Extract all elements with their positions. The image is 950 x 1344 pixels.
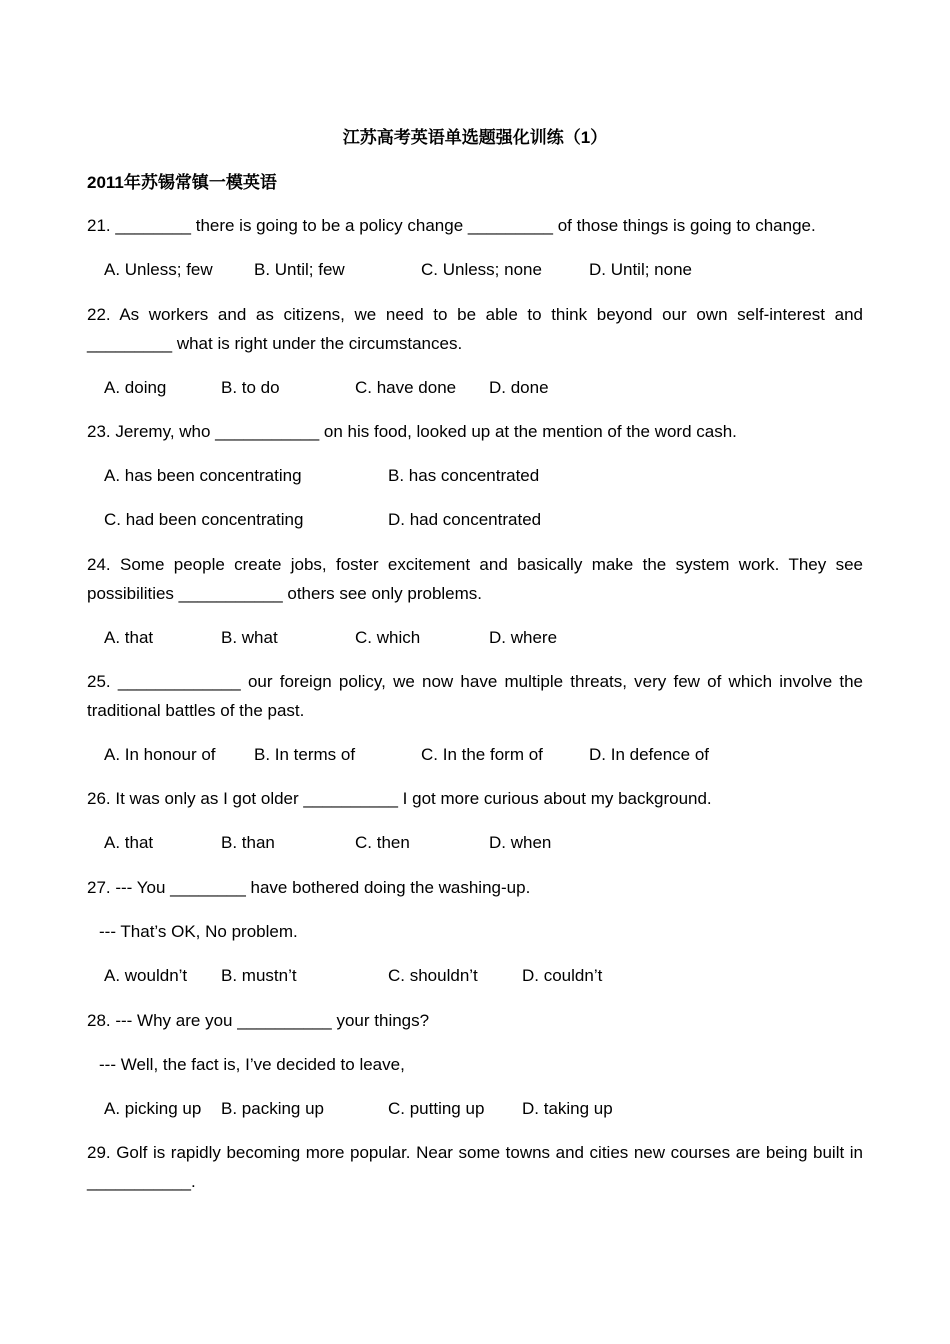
option-b: B. In terms of	[254, 745, 356, 764]
question-27-reply: --- That’s OK, No problem.	[99, 922, 298, 941]
question-26-options	[104, 831, 844, 855]
option-c: C. In the form of	[421, 745, 543, 764]
option-d: D. where	[489, 628, 558, 647]
option-d: D. In defence of	[589, 745, 710, 764]
question-23-options-row-2	[104, 508, 844, 532]
question-27-stem: 27. --- You ________ have bothered doing the washing-up.	[87, 878, 531, 897]
question-28-stem: 28. --- Why are you __________ your things?	[87, 1011, 430, 1030]
question-26-stem: 26. It was only as I got older __________ I got more curious about my background.	[87, 789, 712, 808]
question-21-options	[104, 258, 844, 282]
option-d: D. had concentrated	[388, 510, 542, 529]
question-22-stem: 22. As workers and as citizens, we need to be able to think beyond our own self-interest and _________ what is right under the circumstances.	[87, 305, 863, 353]
section-subtitle: 2011年苏锡常镇一模英语	[87, 173, 277, 192]
option-d: D. done	[489, 378, 549, 397]
option-b: B. mustn’t	[221, 966, 297, 985]
option-b: B. than	[221, 833, 275, 852]
option-c: C. Unless; none	[421, 260, 542, 279]
option-a: A. In honour of	[104, 745, 216, 764]
option-b: B. packing up	[221, 1099, 325, 1118]
option-b: B. has concentrated	[388, 466, 540, 485]
question-27-options	[104, 964, 844, 988]
option-d: D. when	[489, 833, 552, 852]
question-25-options	[104, 743, 844, 767]
option-c: C. putting up	[388, 1099, 485, 1118]
option-a: A. picking up	[104, 1099, 202, 1118]
option-b: B. Until; few	[254, 260, 345, 279]
option-b: B. what	[221, 628, 278, 647]
option-d: D. Until; none	[589, 260, 692, 279]
question-28-reply: --- Well, the fact is, I’ve decided to leave,	[99, 1055, 405, 1074]
question-29-stem: 29. Golf is rapidly becoming more popular. Near some towns and cities new courses are being built in ___________.	[87, 1143, 863, 1191]
question-21-stem: 21. ________ there is going to be a policy change _________ of those things is going to change.	[87, 216, 816, 235]
option-d: D. taking up	[522, 1099, 613, 1118]
option-a: A. doing	[104, 378, 167, 397]
question-25-stem: 25. _____________ our foreign policy, we now have multiple threats, very few of which involve the traditional battles of the past.	[87, 672, 863, 720]
page-title: 江苏高考英语单选题强化训练（1）	[342, 128, 608, 147]
question-23-stem: 23. Jeremy, who ___________ on his food, looked up at the mention of the word cash.	[87, 422, 737, 441]
document-page	[87, 0, 863, 1344]
option-a: A. Unless; few	[104, 260, 213, 279]
option-a: A. that	[104, 833, 154, 852]
option-a: A. has been concentrating	[104, 466, 302, 485]
option-d: D. couldn’t	[522, 966, 603, 985]
option-a: A. that	[104, 628, 154, 647]
option-c: C. shouldn’t	[388, 966, 478, 985]
option-a: A. wouldn’t	[104, 966, 188, 985]
option-c: C. which	[355, 628, 421, 647]
question-22-options	[104, 376, 844, 400]
option-c: C. have done	[355, 378, 457, 397]
question-24-options	[104, 626, 844, 650]
option-c: C. then	[355, 833, 410, 852]
option-c: C. had been concentrating	[104, 510, 304, 529]
question-28-options	[104, 1097, 844, 1121]
question-24-stem: 24. Some people create jobs, foster excitement and basically make the system work. They see possibilities ___________ others see only problems.	[87, 555, 863, 603]
option-b: B. to do	[221, 378, 280, 397]
question-23-options-row-1	[104, 464, 844, 488]
